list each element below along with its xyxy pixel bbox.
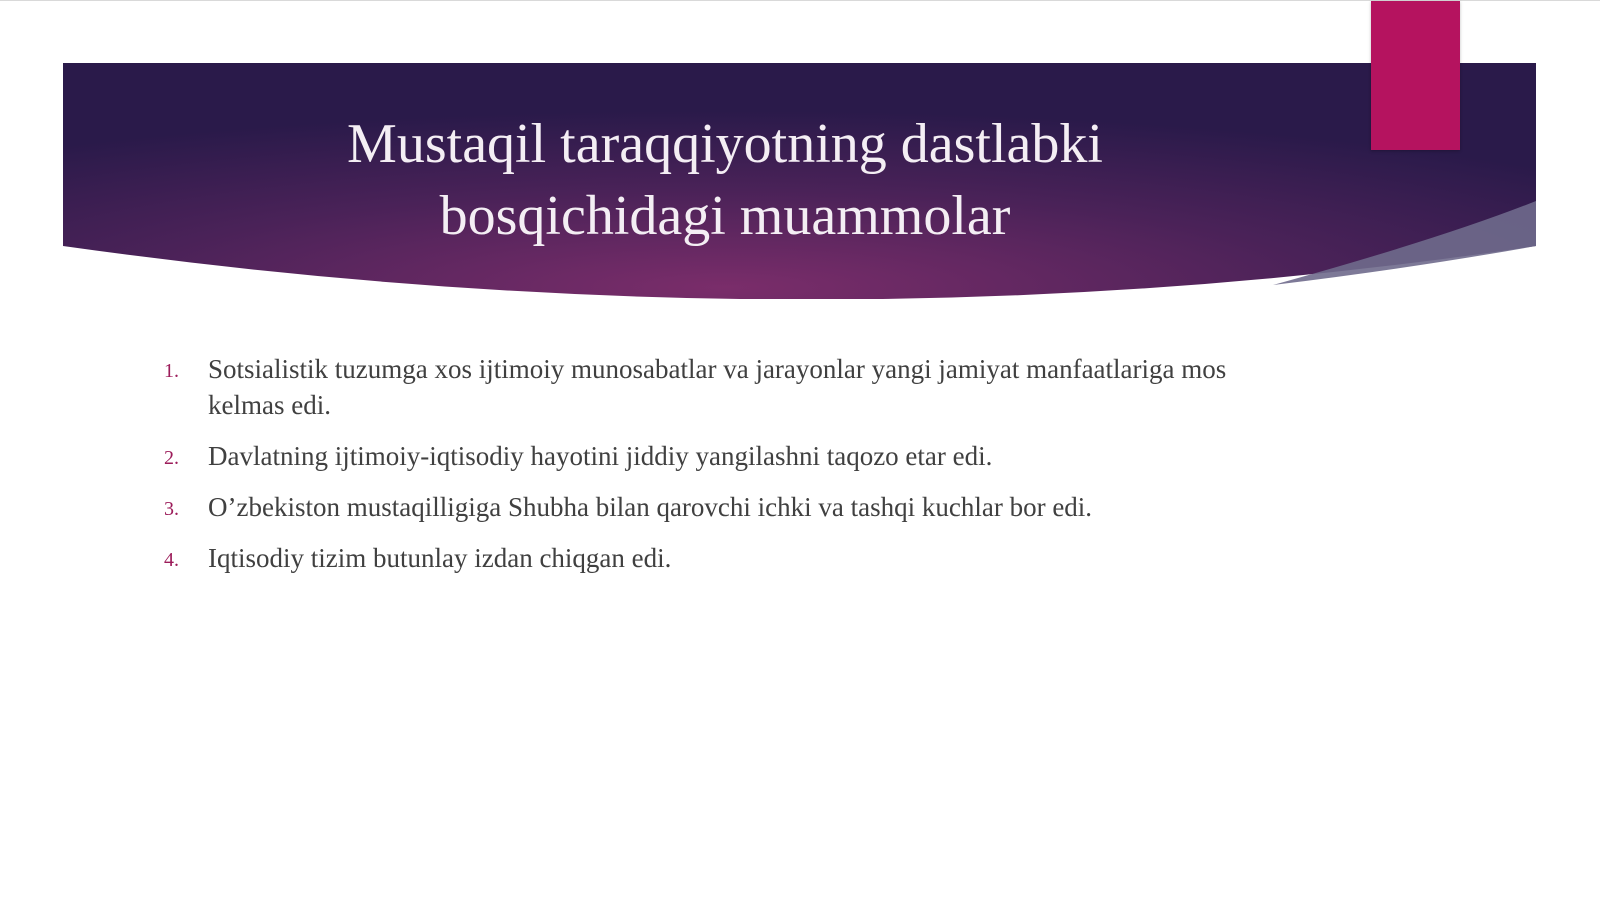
list-item-text: O’zbekiston mustaqilligiga Shubha bilan qarovchi ichki va tashqi kuchlar bor edi. [208, 492, 1093, 522]
list-item-number: 3. [164, 498, 179, 520]
list-item [160, 351, 1300, 423]
list-item [160, 438, 1300, 474]
list-item-text: Davlatning ijtimoiy-iqtisodiy hayotini jiddiy yangilashni taqozo etar edi. [208, 441, 993, 471]
slide-title: Mustaqil taraqqiyotning dastlabki bosqichidagi muammolar [347, 113, 1103, 247]
list-item-text: Iqtisodiy tizim butunlay izdan chiqgan edi. [208, 543, 672, 573]
list-item [160, 489, 1300, 525]
accent-tab [1371, 1, 1460, 150]
list-item [160, 540, 1300, 576]
problem-list [160, 351, 1300, 591]
list-item-number: 2. [164, 447, 179, 469]
list-item-number: 4. [164, 549, 179, 571]
list-item-text: Sotsialistik tuzumga xos ijtimoiy munosabatlar va jarayonlar yangi jamiyat manfaatlariga mos kelmas edi. [208, 354, 1227, 420]
list-item-number: 1. [164, 360, 179, 382]
